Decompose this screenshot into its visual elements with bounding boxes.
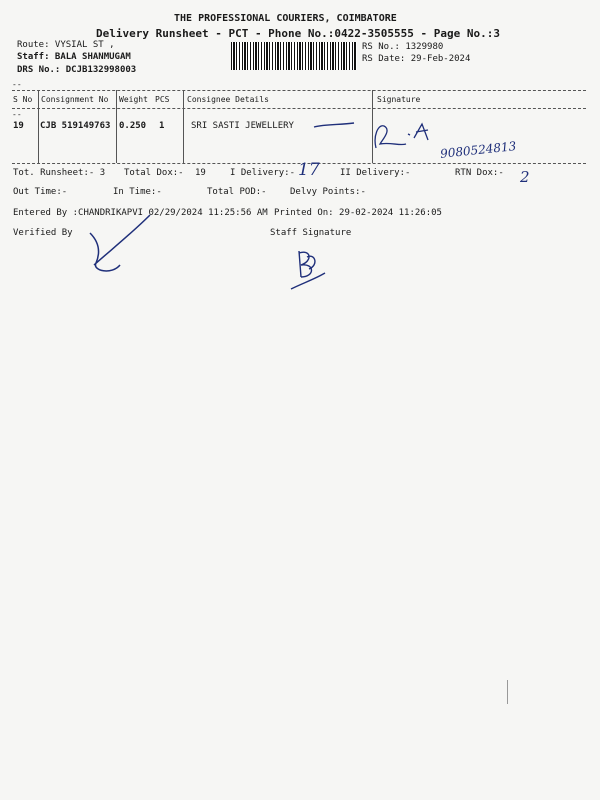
row-marker: -- bbox=[12, 110, 22, 119]
handwritten-phone: 9080524813 bbox=[439, 139, 517, 161]
col-header-pcs: PCS bbox=[155, 95, 170, 104]
in-time: In Time:- bbox=[113, 187, 162, 197]
verifier-signature bbox=[82, 205, 162, 275]
drs-number: DRS No.: DCJB132998003 bbox=[17, 65, 137, 75]
out-time: Out Time:- bbox=[13, 187, 68, 197]
i-delivery-label: I Delivery:- bbox=[230, 168, 296, 178]
barcode bbox=[231, 42, 357, 70]
delvy-points: Delvy Points:- bbox=[290, 187, 366, 197]
row-pcs: 1 bbox=[159, 121, 165, 131]
col-header-signature: Signature bbox=[377, 95, 421, 104]
col-divider bbox=[183, 90, 184, 163]
col-divider bbox=[116, 90, 117, 163]
i-delivery-handwritten: 17 bbox=[298, 160, 320, 180]
stray-mark bbox=[507, 680, 508, 704]
row-consignment: CJB 519149763 bbox=[40, 121, 111, 131]
col-header-weight: Weight bbox=[119, 95, 148, 104]
tot-runsheet: Tot. Runsheet:- 3 bbox=[13, 168, 106, 178]
tick-mark bbox=[300, 115, 360, 135]
staff-signature bbox=[285, 243, 335, 293]
company-name: THE PROFESSIONAL COURIERS, COIMBATORE bbox=[174, 13, 397, 24]
total-dox-label: Total Dox:- bbox=[124, 168, 184, 178]
ii-delivery-label: II Delivery:- bbox=[340, 168, 411, 178]
rtn-dox-handwritten: 2 bbox=[520, 168, 530, 186]
consignee-signature bbox=[370, 118, 440, 158]
total-dox-value: 19 bbox=[195, 168, 206, 178]
col-header-consignment: Consignment No bbox=[41, 95, 109, 104]
rtn-dox-label: RTN Dox:- bbox=[455, 168, 504, 178]
row-sno: 19 bbox=[13, 121, 24, 131]
table-top-rule bbox=[12, 90, 586, 91]
col-header-consignee: Consignee Details bbox=[187, 95, 269, 104]
document-title: Delivery Runsheet - PCT - Phone No.:0422-3505555 - Page No.:3 bbox=[96, 27, 500, 40]
row-weight: 0.250 bbox=[119, 121, 147, 131]
header-rule bbox=[12, 108, 586, 109]
col-divider bbox=[38, 90, 39, 163]
total-pod: Total POD:- bbox=[207, 187, 267, 197]
route-label: Route: VYSIAL ST , bbox=[17, 40, 115, 50]
staff-label: Staff: BALA SHANMUGAM bbox=[17, 52, 131, 62]
printed-on: Printed On: 29-02-2024 11:26:05 bbox=[274, 208, 442, 218]
row-consignee: SRI SASTI JEWELLERY bbox=[191, 121, 294, 131]
table-top-marker: -- bbox=[12, 80, 22, 89]
staff-signature-label: Staff Signature bbox=[270, 228, 352, 238]
col-header-sno: S No bbox=[13, 95, 33, 104]
verified-by-label: Verified By bbox=[13, 228, 73, 238]
entered-by: Entered By :CHANDRIKAPVI 02/29/2024 11:25:56 AM bbox=[13, 208, 268, 218]
rs-number: RS No.: 1329980 bbox=[362, 42, 444, 52]
rs-date: RS Date: 29-Feb-2024 bbox=[362, 54, 471, 64]
